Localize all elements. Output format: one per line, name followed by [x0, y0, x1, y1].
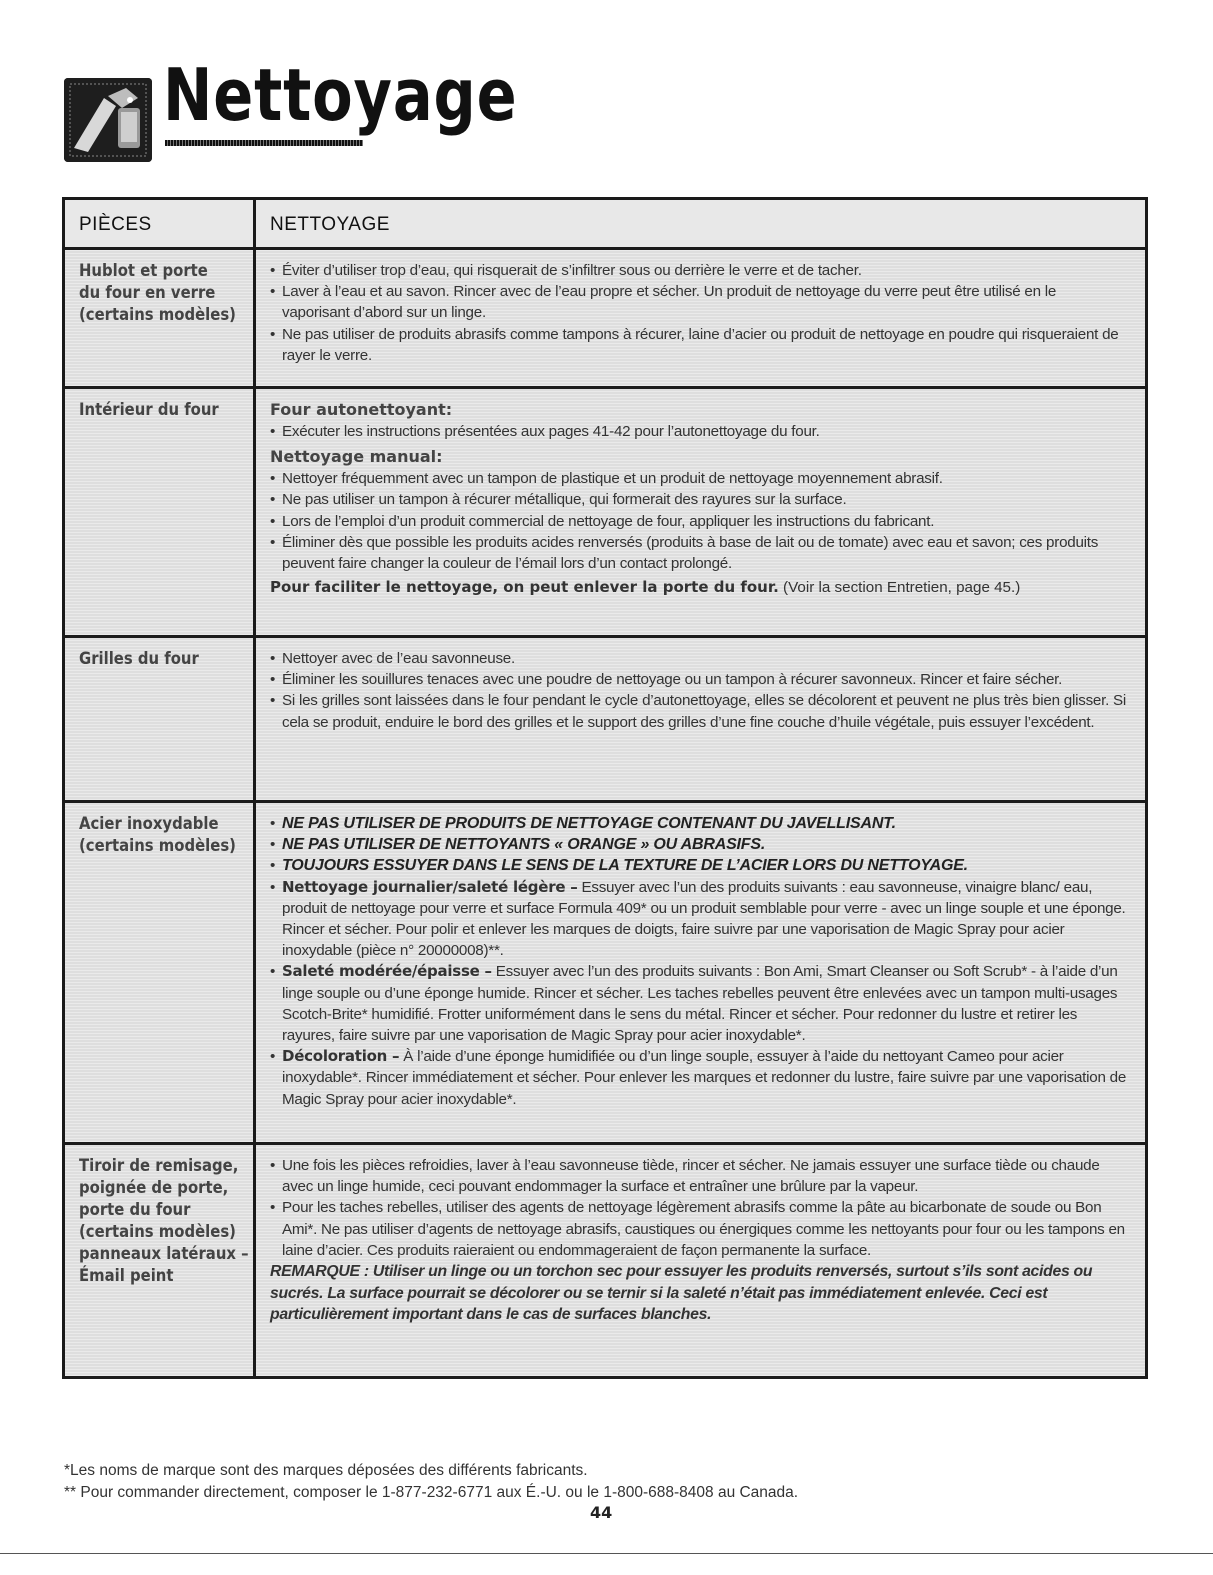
list-item: • Nettoyage journalier/saleté légère – Essuyer avec l’un des produits suivants : eau savonneuse, vinaigre blanc/ eau, produit de nettoyage pour verre et surface Formula 409* ou un produit semblable pour verre - avec un linge souple et une éponge. Rincer et sécher. Pour polir et enlever les marques de doigts, faire suivre par une vaporisation de Magic Spray pour acier inoxydable (pièce n° 20000008)**. [270, 877, 1127, 962]
table-row [65, 1145, 1145, 1376]
table-row [65, 638, 1145, 803]
list-item: • Éliminer dès que possible les produits acides renversés (produits à base de lait ou de tomate) avec eau et savon; ces produits peuvent faire changer la couleur de l’émail lors d’un contact prolongé. [270, 532, 1127, 574]
cleaning-instructions [270, 648, 1127, 733]
column-header-parts: PIÈCES [79, 214, 152, 235]
remark-note: REMARQUE : Utiliser un linge ou un torchon sec pour essuyer les produits renversés, surtout s’ils sont acides ou sucrés. La surface pourrait se décolorer ou se ternir si la saleté n’était pas immédiatement enlevée. Ceci est particulièrement important dans le cas de surfaces blanches. [270, 1263, 1093, 1324]
list-item: • Pour les taches rebelles, utiliser des agents de nettoyage légèrement abrasifs comme la pâte au bicarbonate de soude ou Bon Ami*. Ne pas utiliser d’agents de nettoyage abrasifs, caustiques ou énergiques comme les nettoyants pour four ou les tampons en laine d’acier. Ces produits raieraient ou endommageraient de façon permanente la surface. [270, 1197, 1127, 1261]
part-name: Grilles du four [79, 649, 199, 668]
cleaning-table [62, 197, 1148, 1379]
bottom-divider [0, 1553, 1213, 1554]
footnote: ** Pour commander directement, composer le 1-877-232-6771 aux É.-U. ou le 1-800-688-8408 au Canada. [64, 1484, 799, 1501]
list-item: • Exécuter les instructions présentées aux pages 41-42 pour l’autonettoyage du four. [270, 421, 1127, 442]
footnotes [64, 1460, 798, 1504]
cleaning-instructions [270, 260, 1127, 366]
part-name: Tiroir de remisage, poignée de porte, porte du four (certains modèles) panneaux latéraux – Émail peint [79, 1156, 249, 1285]
spray-cleaning-icon [64, 78, 152, 162]
column-header-cleaning: NETTOYAGE [270, 214, 390, 235]
title-underline [165, 140, 363, 146]
list-item: • Éliminer les souillures tenaces avec une poudre de nettoyage ou un tampon à récurer savonneux. Rincer et faire sécher. [270, 669, 1127, 690]
list-item: • Lors de l’emploi d’un produit commercial de nettoyage de four, appliquer les instructions du fabricant. [270, 511, 1127, 532]
footnote: *Les noms de marque sont des marques déposées des différents fabricants. [64, 1462, 588, 1479]
list-item: • Si les grilles sont laissées dans le four pendant le cycle d’autonettoyage, elles se décolorent et peuvent ne plus très bien glisser. Si cela se produit, enduire le bord des grilles et le support des grilles d’une fine couche d’huile végétale, puis essuyer l’excédent. [270, 690, 1127, 732]
table-header-row [65, 200, 1145, 250]
list-item: • Nettoyer fréquemment avec un tampon de plastique et un produit de nettoyage moyennement abrasif. [270, 468, 1127, 489]
part-name: Hublot et porte du four en verre (certains modèles) [79, 261, 236, 324]
part-name: Intérieur du four [79, 400, 219, 419]
table-row [65, 803, 1145, 1145]
list-item: • Ne pas utiliser un tampon à récurer métallique, qui formerait des rayures sur la surface. [270, 489, 1127, 510]
list-item: • Laver à l’eau et au savon. Rincer avec de l’eau propre et sécher. Un produit de nettoyage du verre peut être utilisé en le vaporisant d’abord sur un linge. [270, 281, 1127, 323]
manual-clean-heading: Nettoyage manual: [270, 447, 443, 467]
list-item: • Éviter d’utiliser trop d’eau, qui risquerait de s’infiltrer sous ou derrière le verre et de tacher. [270, 260, 1127, 281]
part-name: Acier inoxydable (certains modèles) [79, 814, 236, 855]
list-item: • Saleté modérée/épaisse – Essuyer avec l’un des produits suivants : Bon Ami, Smart Cleanser ou Soft Scrub* - à l’aide d’un linge souple ou d’une éponge humide. Rincer et sécher. Les taches rebelles peuvent être enlevées avec un tampon multi-usages Scotch-Brite* humidifié. Frotter uniformément dans le sens du métal. Rincer et sécher. Pour redonner du lustre et retirer les rayures, faire suivre par une vaporisation de Magic Spray pour acier inoxydable*. [270, 961, 1127, 1046]
list-item: • Une fois les pièces refroidies, laver à l’eau savonneuse tiède, rincer et sécher. Ne jamais essuyer une surface tiède ou chaude avec un linge humide, ceci pouvant endommager la surface et entraîner une brûlure par la vapeur. [270, 1155, 1127, 1197]
warning-item: • NE PAS UTILISER DE PRODUITS DE NETTOYAGE CONTENANT DU JAVELLISANT. [270, 813, 1127, 834]
page-number: 44 [590, 1503, 613, 1522]
cleaning-instructions [270, 813, 1127, 1110]
warning-item: • TOUJOURS ESSUYER DANS LE SENS DE LA TEXTURE DE L’ACIER LORS DU NETTOYAGE. [270, 855, 1127, 876]
door-removal-tip: Pour faciliter le nettoyage, on peut enlever la porte du four. (Voir la section Entretien, page 45.) [270, 578, 1021, 597]
table-row [65, 250, 1145, 389]
warning-item: • NE PAS UTILISER DE NETTOYANTS « ORANGE » OU ABRASIFS. [270, 834, 1127, 855]
self-clean-heading: Four autonettoyant: [270, 400, 453, 419]
list-item: • Nettoyer avec de l’eau savonneuse. [270, 648, 1127, 669]
page-title: Nettoyage [163, 53, 518, 137]
list-item: • Ne pas utiliser de produits abrasifs comme tampons à récurer, laine d’acier ou produit de nettoyage en poudre qui risqueraient de rayer le verre. [270, 324, 1127, 366]
cleaning-instructions [270, 1155, 1127, 1261]
list-item: • Décoloration – À l’aide d’une éponge humidifiée ou d’un linge souple, essuyer à l’aide du nettoyant Cameo pour acier inoxydable*. Rincer immédiatement et sécher. Pour enlever les marques et redonner du lustre, faire suivre par une vaporisation de Magic Spray pour acier inoxydable*. [270, 1046, 1127, 1110]
table-row [65, 389, 1145, 638]
